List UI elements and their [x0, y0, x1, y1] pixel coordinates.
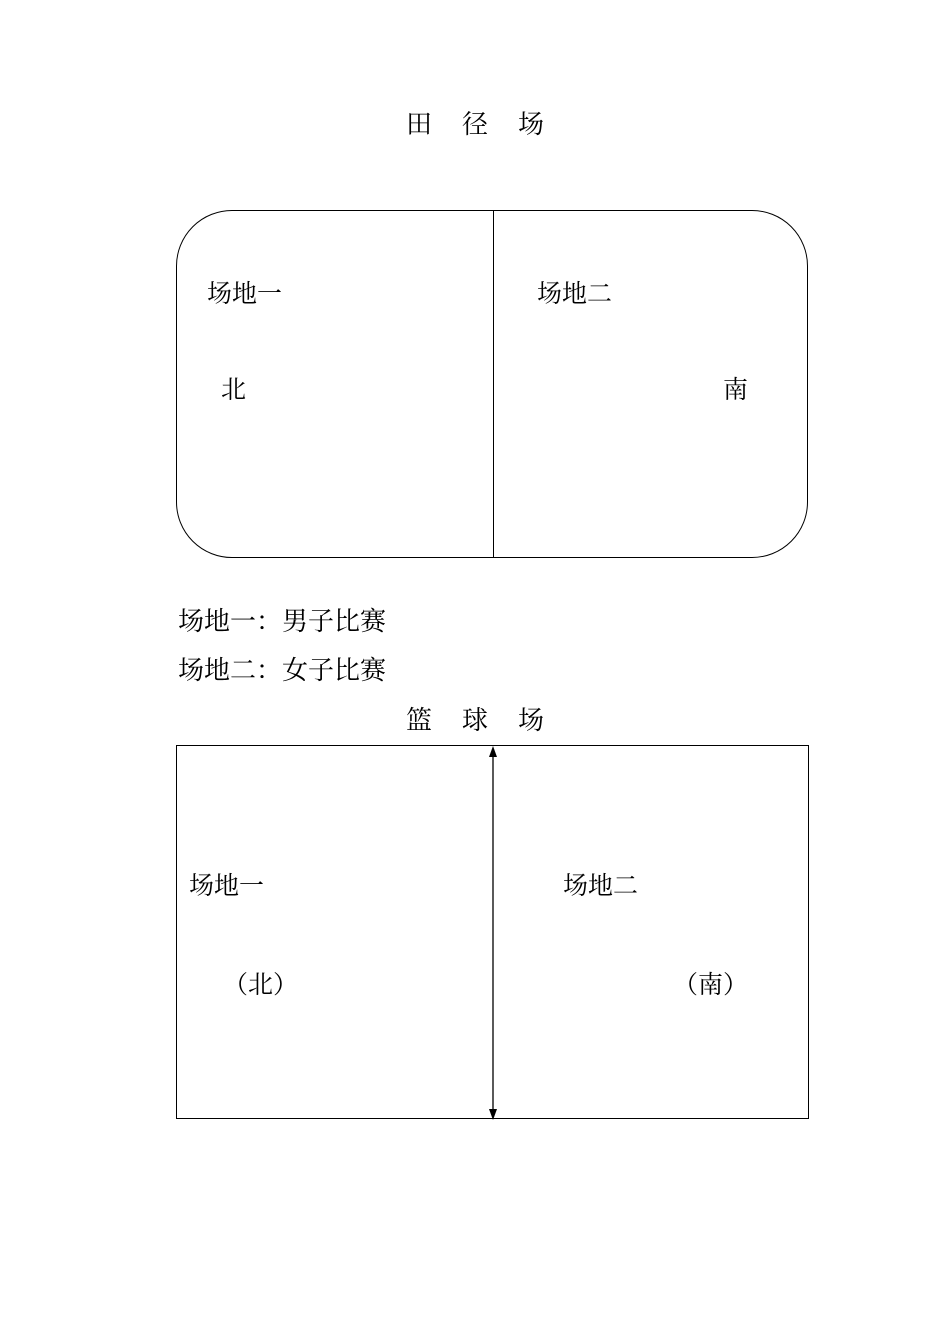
track-field-title: 田径场	[405, 110, 574, 140]
legend-description: 女子比赛	[282, 656, 387, 686]
legend-row-2	[178, 656, 386, 686]
legend-field: 场地二	[178, 656, 257, 686]
legend-row-1	[178, 607, 386, 637]
legend-separator: ：	[256, 656, 283, 686]
court-north-label: （北）	[223, 970, 299, 999]
arrow-head-down-icon	[489, 1109, 497, 1120]
court-south-label: （南）	[673, 970, 749, 999]
legend-description: 男子比赛	[282, 607, 387, 637]
track-field2-label: 场地二	[537, 279, 613, 308]
track-center-line	[493, 211, 494, 557]
basketball-court-diagram	[176, 745, 809, 1119]
basketball-court-title: 篮球场	[405, 706, 574, 736]
arrow-head-up-icon	[489, 746, 497, 757]
track-south-label: 南	[723, 375, 749, 404]
track-field1-label: 场地一	[207, 279, 283, 308]
court-center-arrow	[177, 746, 810, 1120]
track-field-diagram	[176, 210, 808, 558]
legend-separator: ：	[256, 607, 283, 637]
court-field1-label: 场地一	[189, 871, 265, 900]
legend-field: 场地一	[178, 607, 257, 637]
track-north-label: 北	[221, 375, 247, 404]
court-field2-label: 场地二	[563, 871, 639, 900]
